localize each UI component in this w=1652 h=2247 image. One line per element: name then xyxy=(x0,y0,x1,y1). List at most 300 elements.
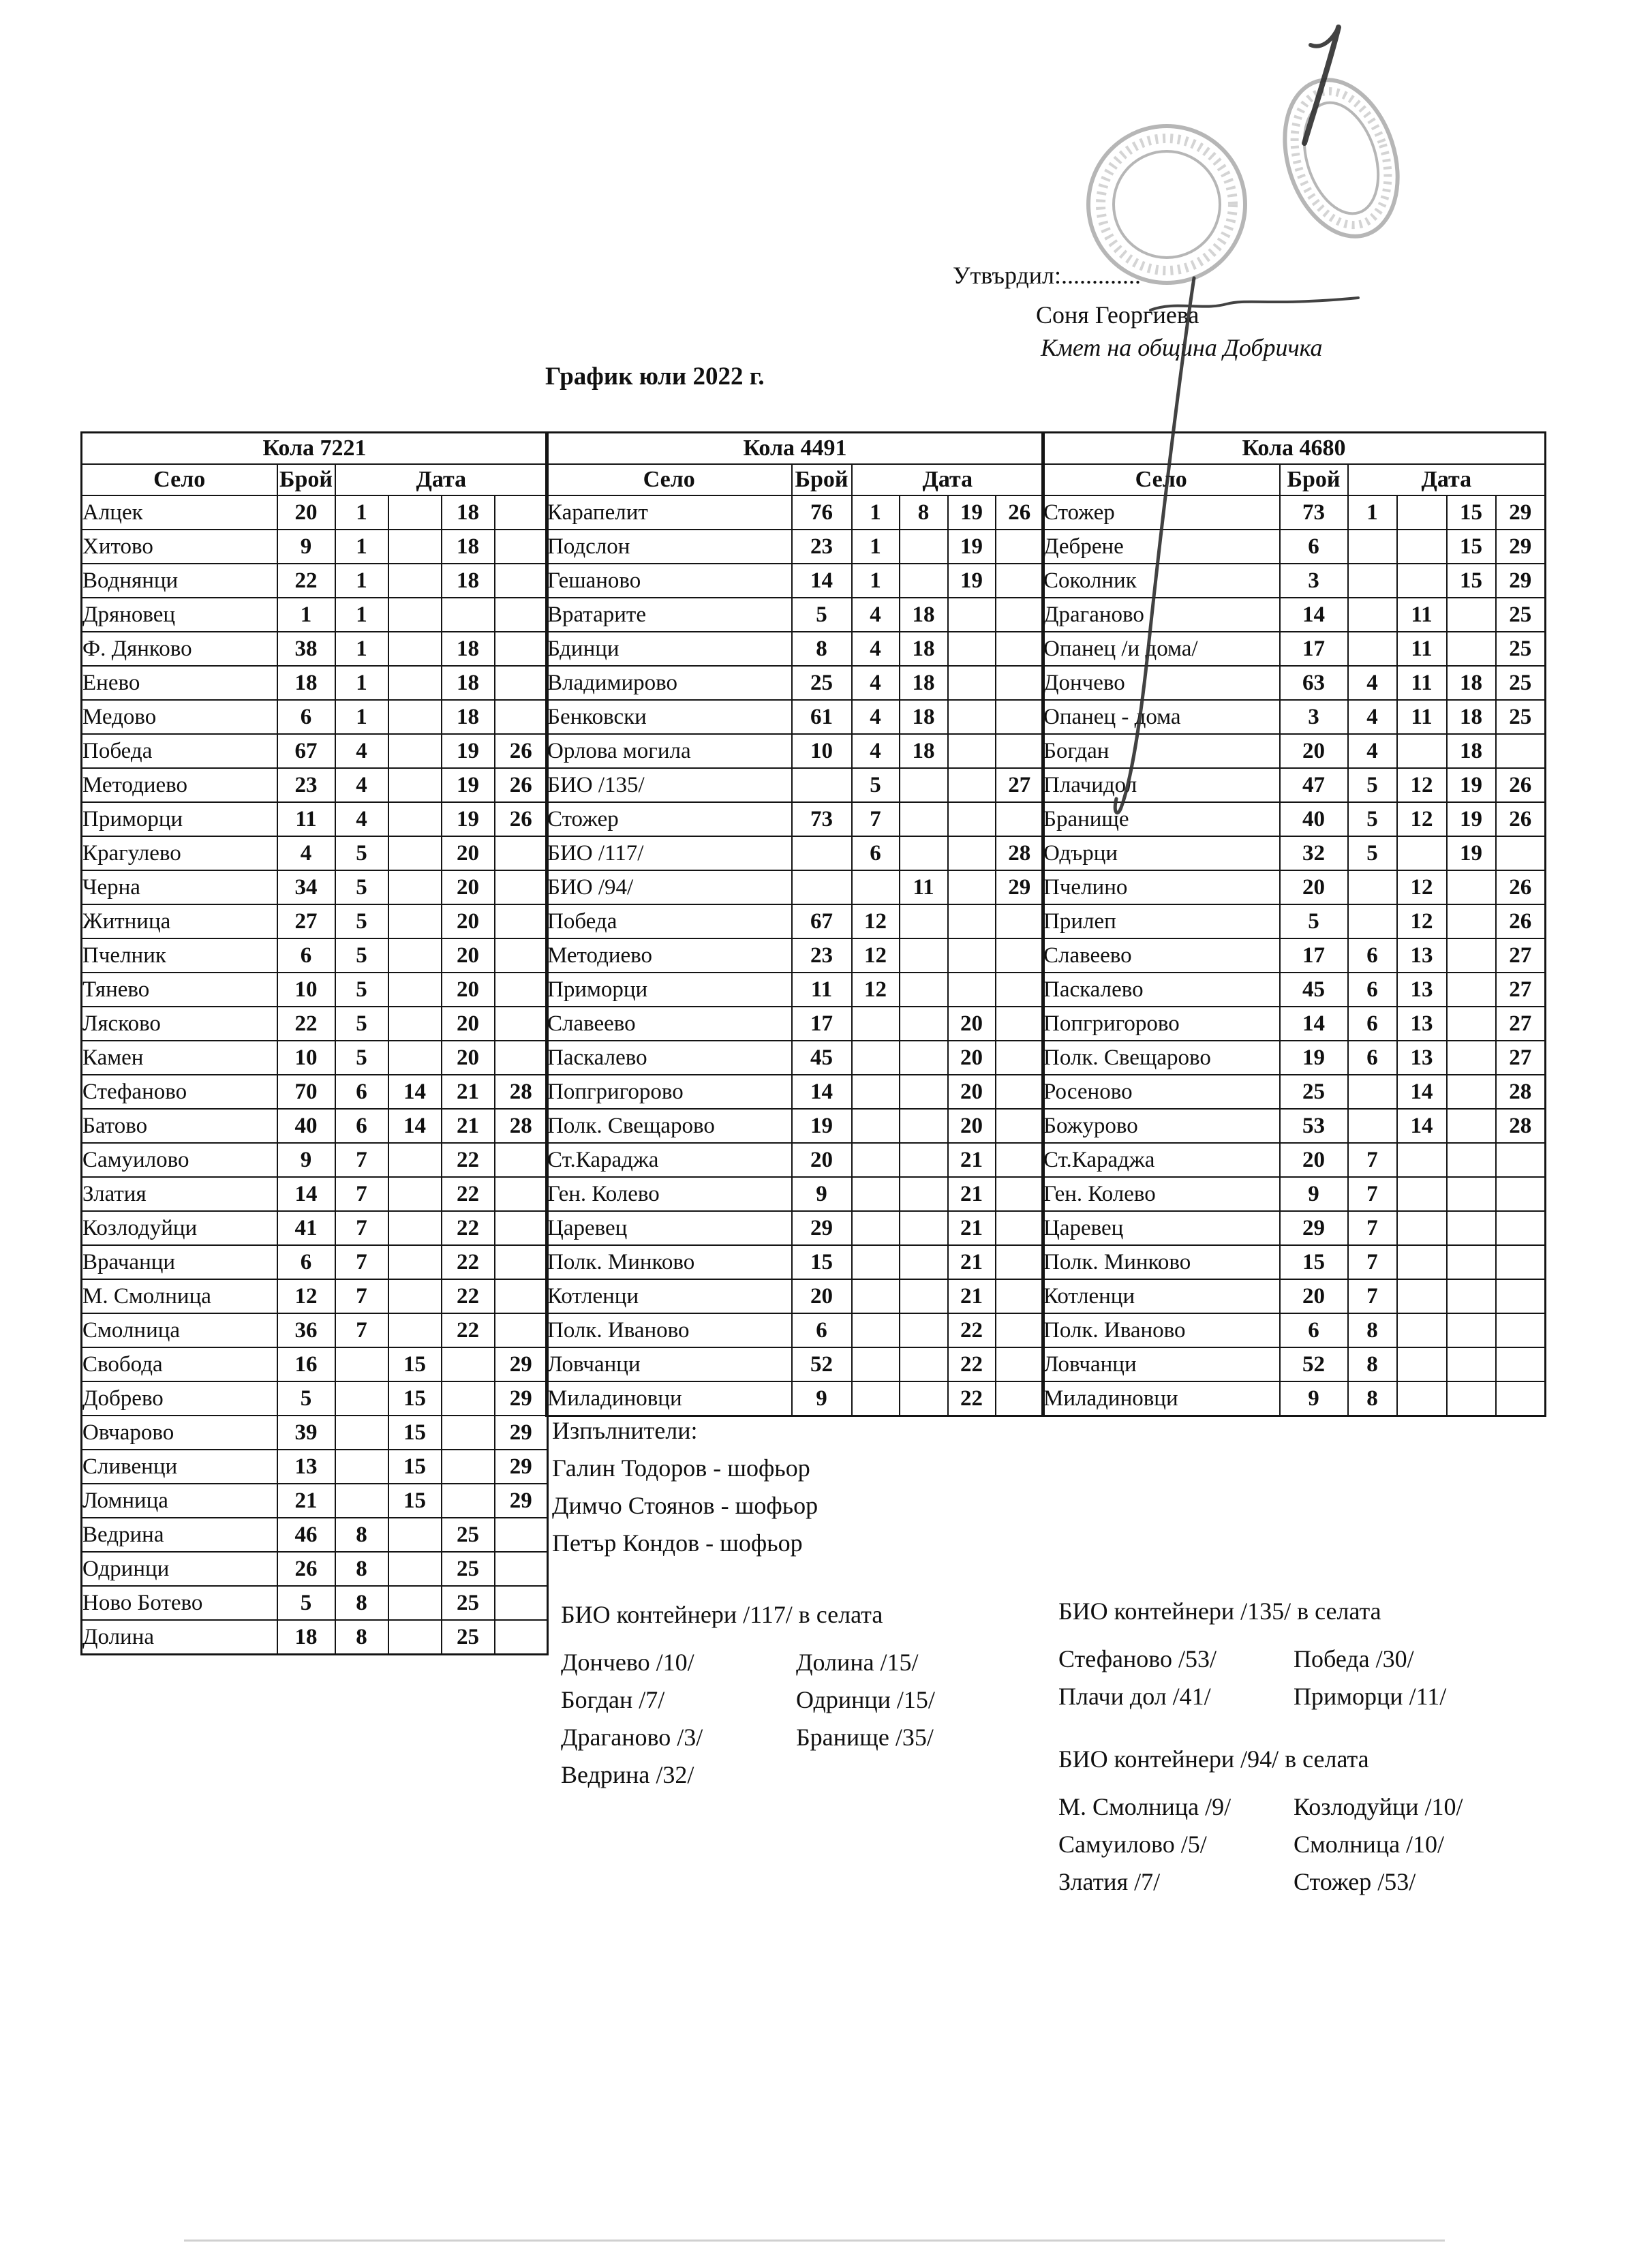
schedule-table-kola-7221 xyxy=(80,431,549,1655)
date-cell: 14 xyxy=(388,1075,442,1109)
date-cell xyxy=(1496,1211,1546,1245)
village-cell: Полк. Иваново xyxy=(1043,1313,1280,1347)
date-cell: 18 xyxy=(1447,700,1496,734)
date-cell: 7 xyxy=(1348,1211,1397,1245)
count-cell: 9 xyxy=(277,530,335,564)
date-cell: 7 xyxy=(335,1143,388,1177)
bio-heading: БИО контейнери /135/ в селата xyxy=(1058,1598,1381,1625)
date-cell: 7 xyxy=(852,802,900,836)
village-cell: Бранище xyxy=(1043,802,1280,836)
schedule-row xyxy=(547,564,1044,598)
date-cell xyxy=(495,1552,548,1586)
date-cell: 26 xyxy=(495,802,548,836)
date-cell: 1 xyxy=(335,495,388,530)
date-cell xyxy=(1447,632,1496,666)
date-cell xyxy=(996,734,1044,768)
count-cell: 20 xyxy=(792,1279,852,1313)
schedule-row xyxy=(547,666,1044,700)
date-cell: 6 xyxy=(1348,938,1397,973)
schedule-row xyxy=(82,632,548,666)
date-cell xyxy=(1496,1313,1546,1347)
date-cell xyxy=(495,700,548,734)
schedule-row xyxy=(1043,802,1546,836)
date-cell: 27 xyxy=(996,768,1044,802)
village-cell: Ст.Караджа xyxy=(547,1143,792,1177)
date-cell xyxy=(900,1381,948,1416)
village-cell: Ловчанци xyxy=(547,1347,792,1381)
date-cell xyxy=(442,598,495,632)
schedule-row xyxy=(82,564,548,598)
date-cell xyxy=(388,1313,442,1347)
village-cell: Стефаново xyxy=(82,1075,277,1109)
date-cell xyxy=(1447,938,1496,973)
date-cell: 22 xyxy=(442,1279,495,1313)
date-cell: 27 xyxy=(1496,1041,1546,1075)
date-cell: 20 xyxy=(442,1007,495,1041)
bio-entry: Козлодуйци /10/ xyxy=(1294,1793,1463,1820)
village-cell: Ген. Колево xyxy=(1043,1177,1280,1211)
count-cell: 39 xyxy=(277,1416,335,1450)
schedule-row xyxy=(1043,973,1546,1007)
executor-name: Галин Тодоров - шофьор xyxy=(552,1454,810,1482)
column-header-village: Село xyxy=(547,464,792,495)
count-cell: 14 xyxy=(792,564,852,598)
date-cell xyxy=(852,1279,900,1313)
date-cell: 1 xyxy=(1348,495,1397,530)
date-cell: 7 xyxy=(335,1313,388,1347)
date-cell xyxy=(900,1075,948,1109)
date-cell: 11 xyxy=(1397,632,1447,666)
date-cell: 8 xyxy=(900,495,948,530)
date-cell: 22 xyxy=(442,1177,495,1211)
approver-name: Соня Георгиева xyxy=(1036,301,1199,328)
date-cell: 15 xyxy=(1447,530,1496,564)
official-stamp-icon xyxy=(1266,65,1416,251)
date-cell xyxy=(388,973,442,1007)
village-cell: Полк. Минково xyxy=(1043,1245,1280,1279)
date-cell: 14 xyxy=(1397,1109,1447,1143)
date-cell: 13 xyxy=(1397,1041,1447,1075)
date-cell xyxy=(852,1347,900,1381)
count-cell: 9 xyxy=(1280,1177,1348,1211)
schedule-row xyxy=(82,1143,548,1177)
schedule-row xyxy=(547,802,1044,836)
village-cell: Енево xyxy=(82,666,277,700)
count-cell: 40 xyxy=(277,1109,335,1143)
village-cell: Подслон xyxy=(547,530,792,564)
table-title: Кола 4680 xyxy=(1043,433,1546,465)
date-cell xyxy=(495,1143,548,1177)
date-cell: 1 xyxy=(335,598,388,632)
bio-row xyxy=(1058,1682,1446,1719)
village-cell: Стожер xyxy=(547,802,792,836)
count-cell: 52 xyxy=(1280,1347,1348,1381)
schedule-row xyxy=(547,598,1044,632)
schedule-row xyxy=(547,1177,1044,1211)
date-cell xyxy=(852,1007,900,1041)
date-cell: 26 xyxy=(495,734,548,768)
date-cell: 7 xyxy=(335,1245,388,1279)
date-cell xyxy=(495,836,548,870)
date-cell: 18 xyxy=(900,700,948,734)
village-cell: Приморци xyxy=(82,802,277,836)
date-cell: 1 xyxy=(335,530,388,564)
date-cell xyxy=(1447,1279,1496,1313)
date-cell: 27 xyxy=(1496,1007,1546,1041)
village-cell: Смолница xyxy=(82,1313,277,1347)
date-cell xyxy=(900,1177,948,1211)
date-cell xyxy=(948,632,996,666)
date-cell: 6 xyxy=(1348,1041,1397,1075)
date-cell xyxy=(996,564,1044,598)
village-cell: Росеново xyxy=(1043,1075,1280,1109)
schedule-row xyxy=(1043,1109,1546,1143)
date-cell xyxy=(388,598,442,632)
date-cell xyxy=(388,734,442,768)
date-cell xyxy=(442,1381,495,1416)
date-cell xyxy=(948,973,996,1007)
bio-entry: М. Смолница /9/ xyxy=(1058,1793,1232,1820)
date-cell: 12 xyxy=(852,904,900,938)
bio-entry: Победа /30/ xyxy=(1294,1645,1414,1672)
bio-row xyxy=(1058,1792,1463,1830)
date-cell: 5 xyxy=(335,1007,388,1041)
date-cell xyxy=(996,1313,1044,1347)
date-cell: 19 xyxy=(948,495,996,530)
date-cell xyxy=(996,700,1044,734)
date-cell xyxy=(996,1347,1044,1381)
schedule-row xyxy=(82,1075,548,1109)
date-cell: 15 xyxy=(388,1416,442,1450)
schedule-rows xyxy=(1043,495,1546,1416)
date-cell xyxy=(996,1245,1044,1279)
village-cell: Соколник xyxy=(1043,564,1280,598)
schedule-row xyxy=(1043,1007,1546,1041)
schedule-row xyxy=(547,1347,1044,1381)
count-cell: 22 xyxy=(277,564,335,598)
column-header-village: Село xyxy=(82,464,277,495)
count-cell: 20 xyxy=(792,1143,852,1177)
date-cell: 18 xyxy=(900,632,948,666)
village-cell: Методиево xyxy=(82,768,277,802)
count-cell: 61 xyxy=(792,700,852,734)
bio-heading: БИО контейнери /117/ в селата xyxy=(561,1601,883,1628)
village-cell: Гешаново xyxy=(547,564,792,598)
approver-title: Кмет на община Добричка xyxy=(1041,334,1323,361)
schedule-row xyxy=(82,768,548,802)
column-header-date: Дата xyxy=(1348,464,1546,495)
count-cell: 10 xyxy=(792,734,852,768)
date-cell: 19 xyxy=(1447,836,1496,870)
date-cell xyxy=(1348,632,1397,666)
date-cell: 1 xyxy=(335,700,388,734)
date-cell: 21 xyxy=(442,1109,495,1143)
date-cell xyxy=(1397,530,1447,564)
date-cell: 5 xyxy=(1348,836,1397,870)
date-cell: 18 xyxy=(442,700,495,734)
date-cell: 4 xyxy=(852,632,900,666)
date-cell: 21 xyxy=(948,1143,996,1177)
schedule-row xyxy=(547,734,1044,768)
date-cell: 25 xyxy=(1496,632,1546,666)
count-cell: 18 xyxy=(277,666,335,700)
date-cell: 4 xyxy=(852,700,900,734)
date-cell xyxy=(388,1620,442,1655)
date-cell: 1 xyxy=(852,564,900,598)
schedule-row xyxy=(547,1211,1044,1245)
date-cell: 4 xyxy=(335,802,388,836)
count-cell: 6 xyxy=(277,700,335,734)
date-cell: 22 xyxy=(948,1313,996,1347)
date-cell xyxy=(852,1177,900,1211)
village-cell: Ломница xyxy=(82,1484,277,1518)
bio-entry: Ведрина /32/ xyxy=(561,1761,694,1788)
village-cell: Драганово xyxy=(1043,598,1280,632)
schedule-row xyxy=(82,1518,548,1552)
schedule-row xyxy=(1043,768,1546,802)
count-cell: 45 xyxy=(792,1041,852,1075)
date-cell xyxy=(388,1143,442,1177)
village-cell: БИО /94/ xyxy=(547,870,792,904)
count-cell: 16 xyxy=(277,1347,335,1381)
date-cell xyxy=(1447,1075,1496,1109)
schedule-row xyxy=(82,1211,548,1245)
date-cell: 5 xyxy=(335,1041,388,1075)
date-cell: 5 xyxy=(335,904,388,938)
column-header-count: Брой xyxy=(277,464,335,495)
date-cell xyxy=(388,1245,442,1279)
date-cell: 7 xyxy=(1348,1143,1397,1177)
date-cell: 29 xyxy=(495,1347,548,1381)
date-cell xyxy=(852,1041,900,1075)
date-cell xyxy=(900,1109,948,1143)
village-cell: Крагулево xyxy=(82,836,277,870)
date-cell xyxy=(948,870,996,904)
date-cell: 25 xyxy=(442,1518,495,1552)
schedule-row xyxy=(82,1041,548,1075)
date-cell xyxy=(495,870,548,904)
date-cell: 11 xyxy=(1397,700,1447,734)
bio-block-135 xyxy=(1058,1597,1446,1719)
date-cell xyxy=(852,1313,900,1347)
date-cell xyxy=(495,1620,548,1655)
date-cell xyxy=(1397,1381,1447,1416)
bio-row xyxy=(561,1648,935,1685)
date-cell xyxy=(900,973,948,1007)
village-cell: Черна xyxy=(82,870,277,904)
date-cell: 19 xyxy=(442,802,495,836)
count-cell: 10 xyxy=(277,1041,335,1075)
village-cell: Сливенци xyxy=(82,1450,277,1484)
date-cell: 15 xyxy=(388,1381,442,1416)
schedule-row xyxy=(1043,1177,1546,1211)
executors-heading: Изпълнители: xyxy=(552,1417,698,1444)
village-cell: Дряновец xyxy=(82,598,277,632)
bio-block-117 xyxy=(561,1600,935,1798)
date-cell: 18 xyxy=(442,564,495,598)
date-cell: 18 xyxy=(1447,666,1496,700)
schedule-row xyxy=(1043,1143,1546,1177)
count-cell: 73 xyxy=(792,802,852,836)
date-cell: 5 xyxy=(335,870,388,904)
date-cell xyxy=(1496,1381,1546,1416)
bio-row xyxy=(1058,1645,1446,1682)
count-cell: 40 xyxy=(1280,802,1348,836)
schedule-row xyxy=(82,1381,548,1416)
village-cell: Царевец xyxy=(547,1211,792,1245)
date-cell: 20 xyxy=(442,904,495,938)
date-cell xyxy=(1397,1143,1447,1177)
date-cell xyxy=(1348,1075,1397,1109)
schedule-row xyxy=(82,1347,548,1381)
count-cell: 20 xyxy=(277,495,335,530)
count-cell: 4 xyxy=(277,836,335,870)
date-cell xyxy=(1397,564,1447,598)
date-cell xyxy=(996,1381,1044,1416)
date-cell xyxy=(1348,530,1397,564)
schedule-row xyxy=(1043,734,1546,768)
schedule-row xyxy=(547,1143,1044,1177)
date-cell: 5 xyxy=(1348,768,1397,802)
schedule-row xyxy=(82,870,548,904)
date-cell: 6 xyxy=(852,836,900,870)
date-cell: 28 xyxy=(495,1109,548,1143)
village-cell: Ново Ботево xyxy=(82,1586,277,1620)
date-cell: 8 xyxy=(335,1552,388,1586)
column-header-date: Дата xyxy=(852,464,1044,495)
bio-block-94 xyxy=(1058,1745,1463,1905)
count-cell: 5 xyxy=(792,598,852,632)
count-cell: 5 xyxy=(277,1381,335,1416)
bio-entry: Златия /7/ xyxy=(1058,1868,1161,1895)
bio-entry: Самуилово /5/ xyxy=(1058,1831,1207,1858)
schedule-row xyxy=(547,1279,1044,1313)
column-header-village: Село xyxy=(1043,464,1280,495)
count-cell: 73 xyxy=(1280,495,1348,530)
date-cell xyxy=(996,1177,1044,1211)
count-cell: 9 xyxy=(1280,1381,1348,1416)
schedule-row xyxy=(82,598,548,632)
count-cell: 11 xyxy=(792,973,852,1007)
date-cell xyxy=(996,904,1044,938)
schedule-row xyxy=(82,802,548,836)
count-cell: 6 xyxy=(277,1245,335,1279)
village-cell: Богдан xyxy=(1043,734,1280,768)
count-cell: 25 xyxy=(792,666,852,700)
schedule-row xyxy=(547,870,1044,904)
bio-entry: Стожер /53/ xyxy=(1294,1868,1416,1895)
date-cell xyxy=(495,666,548,700)
village-cell: Пчелино xyxy=(1043,870,1280,904)
count-cell: 70 xyxy=(277,1075,335,1109)
schedule-row xyxy=(82,666,548,700)
village-cell: Плачидол xyxy=(1043,768,1280,802)
village-cell: Миладиновци xyxy=(547,1381,792,1416)
bio-entry: Драганово /3/ xyxy=(561,1724,703,1751)
village-cell: Батово xyxy=(82,1109,277,1143)
schedule-row xyxy=(1043,1211,1546,1245)
count-cell: 10 xyxy=(277,973,335,1007)
date-cell: 11 xyxy=(1397,598,1447,632)
village-cell: Одърци xyxy=(1043,836,1280,870)
date-cell: 20 xyxy=(442,836,495,870)
date-cell xyxy=(388,836,442,870)
date-cell xyxy=(495,938,548,973)
date-cell: 25 xyxy=(1496,700,1546,734)
date-cell xyxy=(1447,904,1496,938)
date-cell xyxy=(996,666,1044,700)
village-cell: Козлодуйци xyxy=(82,1211,277,1245)
count-cell: 23 xyxy=(792,530,852,564)
bio-row xyxy=(1058,1830,1463,1867)
village-cell: Воднянци xyxy=(82,564,277,598)
village-cell: Алцек xyxy=(82,495,277,530)
bio-rows xyxy=(561,1648,935,1798)
date-cell xyxy=(852,1075,900,1109)
date-cell: 8 xyxy=(1348,1381,1397,1416)
date-cell xyxy=(900,1007,948,1041)
date-cell xyxy=(1348,870,1397,904)
executor-name: Петър Кондов - шофьор xyxy=(552,1529,803,1557)
village-cell: Лясково xyxy=(82,1007,277,1041)
date-cell xyxy=(1447,870,1496,904)
village-cell: Котленци xyxy=(547,1279,792,1313)
village-cell: Методиево xyxy=(547,938,792,973)
schedule-row xyxy=(82,1450,548,1484)
schedule-row xyxy=(1043,870,1546,904)
count-cell: 19 xyxy=(792,1109,852,1143)
schedule-row xyxy=(1043,938,1546,973)
date-cell xyxy=(1496,1347,1546,1381)
date-cell xyxy=(1397,1211,1447,1245)
date-cell xyxy=(1447,1245,1496,1279)
schedule-table-kola-4491 xyxy=(545,431,1045,1417)
bio-entry xyxy=(796,1760,935,1798)
schedule-row xyxy=(1043,564,1546,598)
count-cell: 29 xyxy=(1280,1211,1348,1245)
date-cell: 7 xyxy=(335,1177,388,1211)
date-cell: 19 xyxy=(442,734,495,768)
date-cell: 26 xyxy=(1496,904,1546,938)
schedule-row xyxy=(82,1109,548,1143)
schedule-row xyxy=(547,1245,1044,1279)
schedule-row xyxy=(1043,700,1546,734)
schedule-row xyxy=(1043,598,1546,632)
date-cell xyxy=(1447,1109,1496,1143)
date-cell: 7 xyxy=(1348,1279,1397,1313)
village-cell: Приморци xyxy=(547,973,792,1007)
schedule-row xyxy=(1043,836,1546,870)
date-cell xyxy=(900,938,948,973)
schedule-row xyxy=(82,938,548,973)
date-cell: 18 xyxy=(900,734,948,768)
schedule-row xyxy=(547,1007,1044,1041)
date-cell: 21 xyxy=(948,1245,996,1279)
bio-rows xyxy=(1058,1645,1446,1719)
village-cell: Славеево xyxy=(547,1007,792,1041)
schedule-row xyxy=(547,938,1044,973)
date-cell xyxy=(996,973,1044,1007)
date-cell xyxy=(1397,836,1447,870)
count-cell: 8 xyxy=(792,632,852,666)
date-cell xyxy=(388,700,442,734)
date-cell: 6 xyxy=(335,1109,388,1143)
date-cell: 18 xyxy=(442,666,495,700)
bio-entry: Бранище /35/ xyxy=(796,1724,934,1751)
village-cell: Паскалево xyxy=(1043,973,1280,1007)
village-cell: Хитово xyxy=(82,530,277,564)
date-cell: 14 xyxy=(1397,1075,1447,1109)
